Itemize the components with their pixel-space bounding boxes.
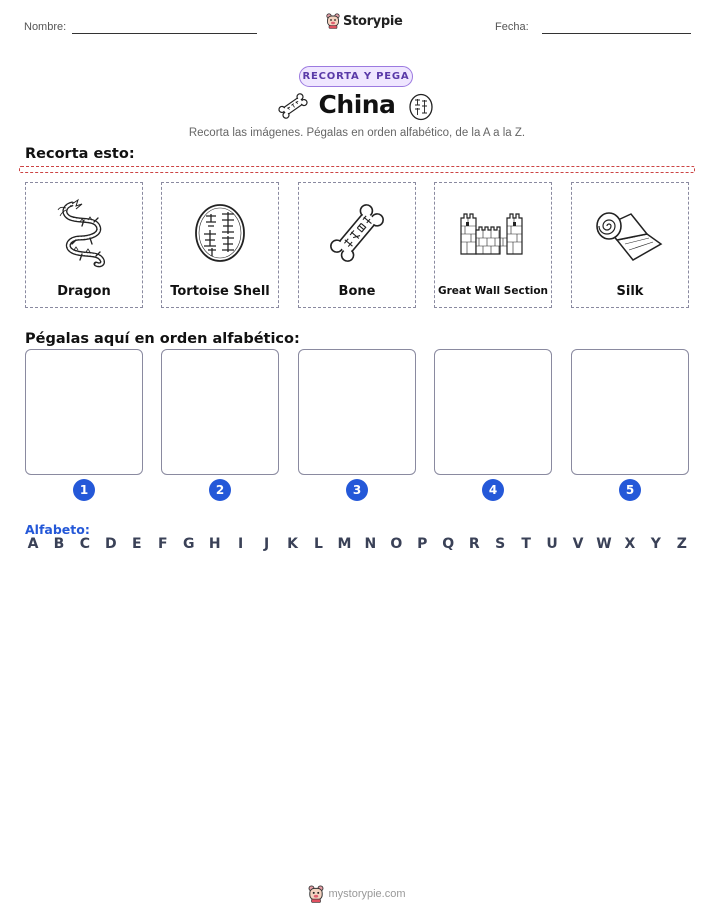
number-badge-4: 4 bbox=[482, 479, 504, 501]
name-label: Nombre: bbox=[24, 21, 67, 33]
footer-url[interactable]: mystorypie.com bbox=[328, 888, 406, 900]
silk-roll-icon bbox=[595, 204, 665, 262]
cut-card-great-wall[interactable] bbox=[434, 182, 552, 308]
alphabet-letter: F bbox=[157, 536, 168, 552]
paste-section-heading: Pégalas aquí en orden alfabético: bbox=[25, 331, 300, 347]
cut-card-silk[interactable] bbox=[571, 182, 689, 308]
alphabet-letter: R bbox=[468, 536, 480, 552]
storypie-mascot-icon bbox=[326, 13, 340, 29]
number-badge-1: 1 bbox=[73, 479, 95, 501]
alphabet-letter: Z bbox=[676, 536, 687, 552]
alphabet-row bbox=[25, 536, 690, 552]
great-wall-icon bbox=[459, 210, 527, 256]
brand-logo bbox=[326, 13, 403, 29]
paste-box-4[interactable] bbox=[434, 349, 552, 475]
paste-box-3[interactable] bbox=[298, 349, 416, 475]
alphabet-letter: A bbox=[27, 536, 39, 552]
alphabet-letter: W bbox=[596, 536, 612, 552]
card-label: Bone bbox=[338, 284, 376, 299]
card-label: Tortoise Shell bbox=[170, 284, 270, 299]
alphabet-letter: K bbox=[287, 536, 298, 552]
title-shell-icon bbox=[408, 93, 434, 121]
alphabet-letter: J bbox=[263, 536, 270, 552]
alphabet-letter: P bbox=[417, 536, 428, 552]
paste-box-1[interactable] bbox=[25, 349, 143, 475]
alphabet-letter: X bbox=[624, 536, 636, 552]
activity-badge: RECORTA Y PEGA bbox=[299, 66, 413, 87]
alphabet-letter: V bbox=[572, 536, 584, 552]
alphabet-letter: H bbox=[208, 536, 221, 552]
alphabet-letter: E bbox=[132, 536, 142, 552]
alphabet-letter: G bbox=[182, 536, 195, 552]
alphabet-letter: B bbox=[53, 536, 65, 552]
cut-card-tortoise-shell[interactable] bbox=[161, 182, 279, 308]
alphabet-letter: S bbox=[495, 536, 506, 552]
storypie-mascot-icon bbox=[308, 885, 324, 903]
alphabet-letter: D bbox=[105, 536, 117, 552]
alphabet-letter: L bbox=[314, 536, 323, 552]
dragon-icon bbox=[54, 198, 114, 268]
alphabet-letter: N bbox=[364, 536, 377, 552]
cut-card-dragon[interactable] bbox=[25, 182, 143, 308]
alphabet-letter: M bbox=[337, 536, 352, 552]
alphabet-letter: O bbox=[390, 536, 403, 552]
date-label: Fecha: bbox=[495, 21, 529, 33]
date-line[interactable] bbox=[542, 33, 691, 34]
card-label: Dragon bbox=[57, 284, 111, 299]
instructions: Recorta las imágenes. Pégalas en orden alfabético, de la A a la Z. bbox=[188, 127, 526, 139]
alphabet-letter: C bbox=[79, 536, 91, 552]
card-label: Silk bbox=[616, 284, 644, 299]
cut-section-heading: Recorta esto: bbox=[25, 146, 135, 162]
alphabet-letter: Q bbox=[442, 536, 455, 552]
alphabet-letter: I bbox=[238, 536, 244, 552]
page-title: China bbox=[318, 90, 396, 119]
number-badge-3: 3 bbox=[346, 479, 368, 501]
cut-guide-line bbox=[19, 166, 695, 173]
footer bbox=[0, 885, 714, 903]
number-badge-5: 5 bbox=[619, 479, 641, 501]
card-label: Great Wall Section bbox=[437, 285, 549, 297]
brand-name: Storypie bbox=[343, 13, 403, 29]
tortoise-shell-icon bbox=[192, 202, 248, 264]
cut-card-bone[interactable] bbox=[298, 182, 416, 308]
alphabet-heading: Alfabeto: bbox=[25, 522, 90, 537]
oracle-bone-icon bbox=[326, 200, 388, 266]
paste-box-5[interactable] bbox=[571, 349, 689, 475]
number-badge-2: 2 bbox=[209, 479, 231, 501]
name-line[interactable] bbox=[72, 33, 257, 34]
alphabet-letter: U bbox=[546, 536, 558, 552]
alphabet-letter: T bbox=[521, 536, 531, 552]
paste-box-2[interactable] bbox=[161, 349, 279, 475]
alphabet-letter: Y bbox=[650, 536, 661, 552]
